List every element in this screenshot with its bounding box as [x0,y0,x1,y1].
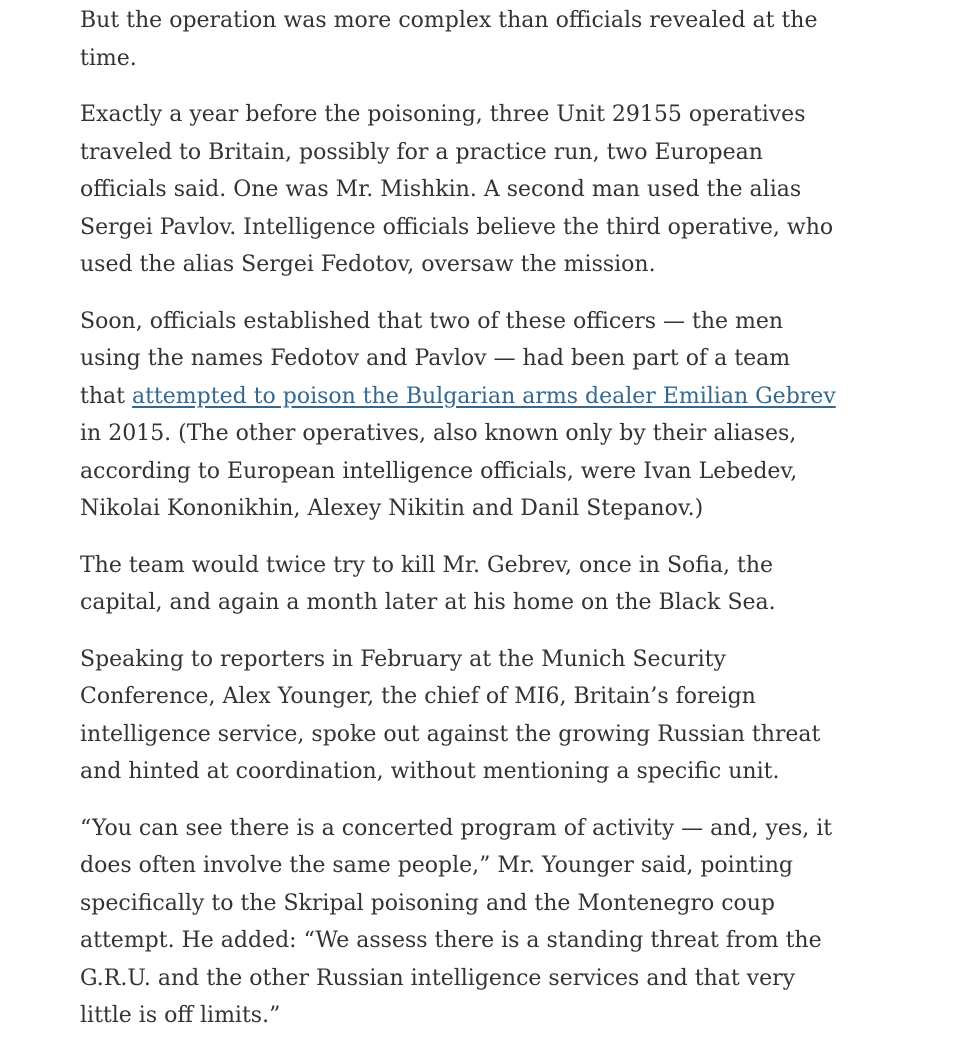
paragraph-3-text-before: Soon, officials established that two of these officers — the men using the names Fedotov and Pavlov — had been part of a team that [80,308,791,409]
paragraph-3 [80,303,840,528]
article-body [80,2,840,1035]
paragraph-3-text-after: in 2015. (The other operatives, also known only by their aliases, according to European intelligence officials, were Ivan Lebedev, Nikolai Kononikhin, Alexey Nikitin and Danil Stepanov.) [80,421,798,521]
paragraph-4: The team would twice try to kill Mr. Gebrev, once in Sofia, the capital, and again a month later at his home on the Black Sea. [80,552,776,615]
paragraph-6: “You can see there is a concerted program of activity — and, yes, it does often involve the same people,” Mr. Younger said, pointing specifically to the Skripal poisoning and the Montenegro coup attempt. He added: “We assess there is a standing threat from the G.R.U. and the other Russian intelligence services and that very little is off limits.” [80,815,833,1028]
paragraph-2: Exactly a year before the poisoning, three Unit 29155 operatives traveled to Britain, possibly for a practice run, two European officials said. One was Mr. Mishkin. A second man used the alias Sergei Pavlov. Intelligence officials believe the third operative, who used the alias Sergei Fedotov, oversaw the mission. [80,102,834,277]
paragraph-1: But the operation was more complex than officials revealed at the time. [80,8,818,71]
paragraph-5: Speaking to reporters in February at the Munich Security Conference, Alex Younger, the chief of MI6, Britain’s foreign intelligence service, spoke out against the growing Russian threat and hinted at coordination, without mentioning a specific unit. [80,646,821,784]
gebrev-poisoning-link[interactable]: attempted to poison the Bulgarian arms dealer Emilian Gebrev [131,383,836,409]
